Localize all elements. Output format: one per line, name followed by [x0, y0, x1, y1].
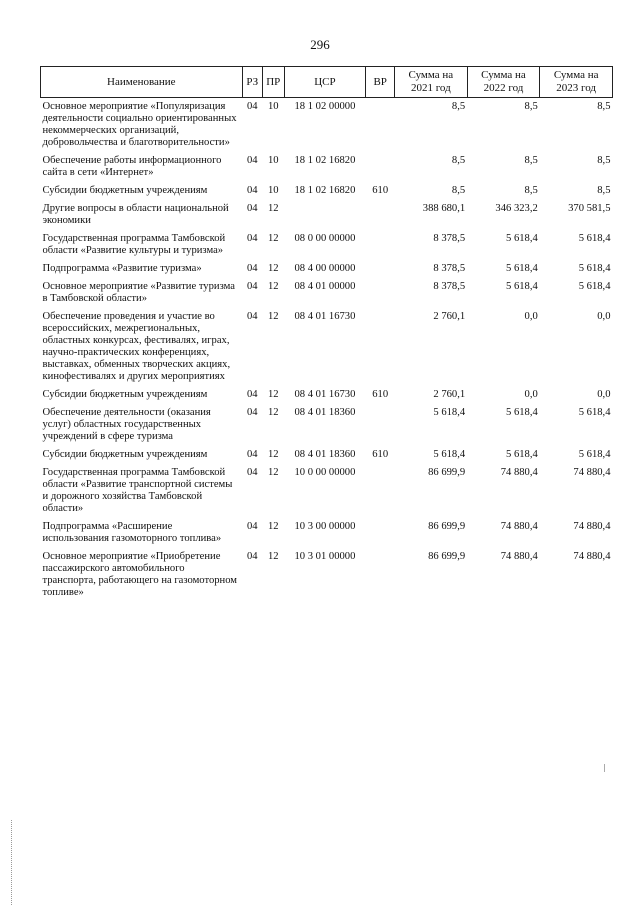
row-pr-cell: 12 [267, 449, 279, 460]
column-header-rz: РЗ [242, 67, 262, 98]
row-rz-cell: 04 [247, 263, 258, 274]
row-rz-cell: 04 [247, 185, 258, 196]
row-sum-2022-cell: 8,5 [524, 155, 538, 166]
row-name-cell: Обеспечение работы информационного сайта в сети «Интернет» [42, 155, 222, 178]
row-sum-2022-cell: 8,5 [524, 101, 538, 112]
row-sum-2023-cell: 74 880,4 [573, 551, 611, 562]
row-vr-cell [366, 404, 395, 446]
row-sum-2023-cell: 0,0 [597, 389, 611, 400]
row-rz-cell: 04 [247, 389, 258, 400]
table-row [41, 230, 613, 260]
page-number: 296 [310, 37, 330, 52]
table-row [41, 278, 613, 308]
row-sum-2023-cell: 8,5 [597, 185, 611, 196]
scan-margin-dots [11, 820, 13, 905]
table-row [41, 518, 613, 548]
row-sum-2022-cell: 74 880,4 [500, 467, 538, 478]
row-pr-cell: 12 [267, 263, 279, 274]
row-rz-cell: 04 [247, 449, 258, 460]
row-name-cell: Подпрограмма «Развитие туризма» [42, 263, 202, 274]
row-sum-2023-cell: 5 618,4 [578, 263, 611, 274]
row-sum-2023-cell: 0,0 [597, 311, 611, 322]
row-sum-2023-cell: 74 880,4 [573, 521, 611, 532]
row-sum-2021-cell: 8 378,5 [433, 263, 466, 274]
row-pr-cell: 12 [267, 467, 279, 478]
row-name-cell: Основное мероприятие «Популяризация деятельности социально ориентированных некоммерческих организаций, добровольчества и благотворительности» [42, 101, 237, 148]
column-header-sum-2022: Сумма на 2022 год [467, 67, 540, 98]
row-csr-cell: 08 4 01 18360 [294, 449, 356, 460]
row-sum-2021-cell: 8 378,5 [433, 281, 466, 292]
row-name-cell: Субсидии бюджетным учреждениям [42, 185, 208, 196]
table-row [41, 182, 613, 200]
row-sum-2022-cell: 0,0 [524, 389, 538, 400]
row-sum-2023-cell: 8,5 [597, 101, 611, 112]
row-sum-2022-cell: 346 323,2 [495, 203, 538, 214]
table-row [41, 308, 613, 386]
row-csr-cell: 18 1 02 00000 [294, 101, 356, 112]
row-pr-cell: 12 [267, 407, 279, 418]
row-rz-cell: 04 [247, 311, 258, 322]
column-header-pr: ПР [263, 67, 284, 98]
row-vr-cell: 610 [372, 185, 389, 196]
row-rz-cell: 04 [247, 521, 258, 532]
row-vr-cell [366, 278, 395, 308]
row-rz-cell: 04 [247, 101, 258, 112]
row-sum-2021-cell: 86 699,9 [428, 551, 466, 562]
row-pr-cell: 10 [267, 101, 279, 112]
table-body [41, 98, 613, 603]
table-row [41, 464, 613, 518]
row-csr-cell: 10 0 00 00000 [294, 467, 356, 478]
row-name-cell: Подпрограмма «Расширение использования газомоторного топлива» [42, 521, 222, 544]
row-sum-2022-cell: 5 618,4 [506, 263, 538, 274]
row-sum-2022-cell: 8,5 [524, 185, 538, 196]
row-sum-2022-cell: 5 618,4 [506, 407, 538, 418]
row-name-cell: Субсидии бюджетным учреждениям [42, 389, 208, 400]
row-rz-cell: 04 [247, 467, 258, 478]
row-pr-cell: 10 [267, 155, 279, 166]
row-sum-2022-cell: 5 618,4 [506, 449, 538, 460]
row-vr-cell [366, 98, 395, 153]
row-name-cell: Основное мероприятие «Развитие туризма в Тамбовской области» [42, 281, 235, 304]
column-header-vr: ВР [366, 67, 395, 98]
row-rz-cell: 04 [247, 281, 258, 292]
row-sum-2022-cell: 5 618,4 [506, 233, 538, 244]
row-sum-2023-cell: 5 618,4 [578, 233, 611, 244]
row-pr-cell: 12 [267, 389, 279, 400]
row-pr-cell: 12 [267, 281, 279, 292]
column-header-name: Наименование [41, 67, 243, 98]
row-sum-2021-cell: 2 760,1 [433, 311, 466, 322]
row-sum-2021-cell: 5 618,4 [433, 407, 466, 418]
row-csr-cell: 08 4 00 00000 [294, 263, 356, 274]
row-sum-2021-cell: 86 699,9 [428, 521, 466, 532]
row-csr-cell: 10 3 01 00000 [294, 551, 356, 562]
row-rz-cell: 04 [247, 155, 258, 166]
row-sum-2022-cell: 5 618,4 [506, 281, 538, 292]
column-header-sum-2021: Сумма на 2021 год [395, 67, 468, 98]
budget-table [40, 66, 613, 602]
row-sum-2022-cell: 74 880,4 [500, 551, 538, 562]
table-row [41, 386, 613, 404]
row-csr-cell: 08 0 00 00000 [294, 233, 356, 244]
column-header-sum-2023: Сумма на 2023 год [540, 67, 613, 98]
table-row [41, 200, 613, 230]
row-vr-cell [366, 308, 395, 386]
row-name-cell: Другие вопросы в области национальной экономики [42, 203, 229, 226]
table-row [41, 446, 613, 464]
row-rz-cell: 04 [247, 233, 258, 244]
row-pr-cell: 10 [267, 185, 279, 196]
row-csr-cell: 18 1 02 16820 [294, 155, 356, 166]
row-name-cell: Обеспечение проведения и участие во всероссийских, межрегиональных, областных конкурсах, фестивалях, играх, научно-практических конференциях, выставках, обменных творческих акциях, кинофестивалях и других мероприятиях [42, 311, 231, 382]
row-csr-cell: 08 4 01 16730 [294, 311, 356, 322]
row-pr-cell: 12 [267, 203, 279, 214]
row-vr-cell [366, 518, 395, 548]
table-row [41, 98, 613, 153]
row-pr-cell: 12 [267, 521, 279, 532]
row-name-cell: Основное мероприятие «Приобретение пассажирского автомобильного транспорта, работающего на газомоторном топливе» [42, 551, 238, 598]
row-vr-cell: 610 [372, 389, 389, 400]
table-row [41, 260, 613, 278]
scan-mark [604, 764, 605, 772]
row-vr-cell [366, 464, 395, 518]
row-sum-2021-cell: 388 680,1 [422, 203, 466, 214]
row-sum-2021-cell: 5 618,4 [433, 449, 466, 460]
row-name-cell: Государственная программа Тамбовской области «Развитие транспортной системы и дорожного хозяйства Тамбовской области» [42, 467, 233, 514]
row-rz-cell: 04 [247, 551, 258, 562]
row-sum-2021-cell: 86 699,9 [428, 467, 466, 478]
row-sum-2021-cell: 8,5 [451, 101, 466, 112]
row-vr-cell: 610 [372, 449, 389, 460]
row-pr-cell: 12 [267, 311, 279, 322]
row-sum-2022-cell: 74 880,4 [500, 521, 538, 532]
column-header-csr: ЦСР [284, 67, 366, 98]
table-row [41, 152, 613, 182]
row-rz-cell: 04 [247, 407, 258, 418]
row-sum-2022-cell: 0,0 [524, 311, 538, 322]
row-sum-2023-cell: 5 618,4 [578, 449, 611, 460]
row-sum-2023-cell: 5 618,4 [578, 407, 611, 418]
table-row [41, 404, 613, 446]
row-csr-cell [284, 200, 366, 230]
row-csr-cell: 08 4 01 00000 [294, 281, 356, 292]
row-sum-2021-cell: 2 760,1 [433, 389, 466, 400]
row-sum-2023-cell: 74 880,4 [573, 467, 611, 478]
row-sum-2023-cell: 8,5 [597, 155, 611, 166]
row-pr-cell: 12 [267, 551, 279, 562]
row-vr-cell [366, 548, 395, 602]
row-vr-cell [366, 200, 395, 230]
row-vr-cell [366, 152, 395, 182]
row-csr-cell: 08 4 01 18360 [294, 407, 356, 418]
row-pr-cell: 12 [267, 233, 279, 244]
table-row [41, 548, 613, 602]
row-csr-cell: 10 3 00 00000 [294, 521, 356, 532]
row-sum-2021-cell: 8 378,5 [433, 233, 466, 244]
row-rz-cell: 04 [247, 203, 258, 214]
row-name-cell: Государственная программа Тамбовской области «Развитие культуры и туризма» [42, 233, 226, 256]
row-sum-2021-cell: 8,5 [451, 185, 466, 196]
row-name-cell: Обеспечение деятельности (оказания услуг) областных государственных учреждений в сфере туризма [42, 407, 211, 442]
row-vr-cell [366, 230, 395, 260]
row-vr-cell [366, 260, 395, 278]
row-csr-cell: 18 1 02 16820 [294, 185, 356, 196]
row-sum-2021-cell: 8,5 [451, 155, 466, 166]
row-sum-2023-cell: 370 581,5 [568, 203, 611, 214]
row-name-cell: Субсидии бюджетным учреждениям [42, 449, 208, 460]
table-header-row [41, 67, 613, 98]
row-csr-cell: 08 4 01 16730 [294, 389, 356, 400]
row-sum-2023-cell: 5 618,4 [578, 281, 611, 292]
